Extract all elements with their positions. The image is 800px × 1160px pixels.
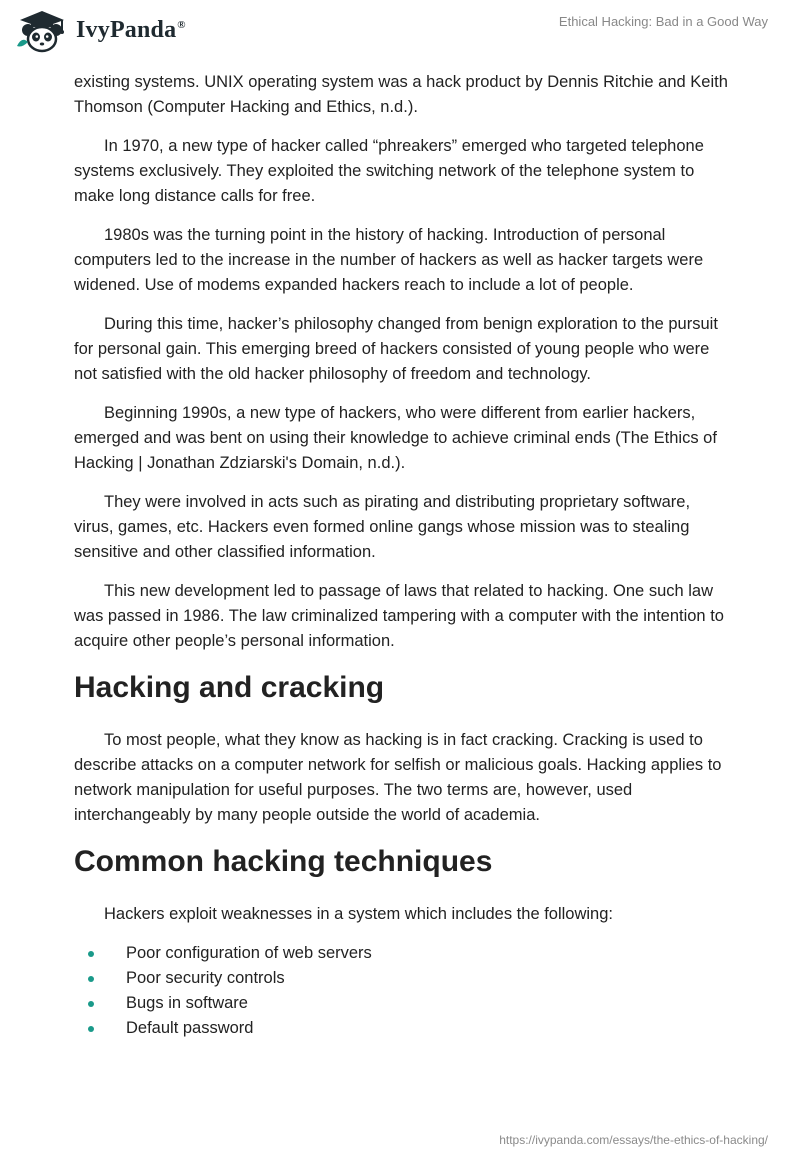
bullet-icon xyxy=(88,951,94,957)
list-item: Default password xyxy=(74,1016,730,1041)
brand-name: IvyPanda® xyxy=(76,16,186,43)
ivypanda-logo[interactable] xyxy=(14,6,186,54)
list-item: Poor security controls xyxy=(74,966,730,991)
paragraph: Beginning 1990s, a new type of hackers, who were different from earlier hackers, emerged and was bent on using their knowledge to achieve criminal ends (The Ethics of Hacking | Jonathan Zdziarski's Domain, n.d.). xyxy=(74,404,717,472)
paragraph: This new development led to passage of laws that related to hacking. One such law was passed in 1986. The law criminalized tampering with a computer with the intention to acquire other people’s personal information. xyxy=(74,582,724,650)
bullet-icon xyxy=(88,1001,94,1007)
list-item: Poor configuration of web servers xyxy=(74,941,730,966)
paragraph: existing systems. UNIX operating system was a hack product by Dennis Ritchie and Keith Thomson (Computer Hacking and Ethics, n.d.). xyxy=(74,73,728,116)
paragraph: During this time, hacker’s philosophy changed from benign exploration to the pursuit for personal gain. This emerging breed of hackers consisted of young people who were not satisfied with the old hacker philosophy of freedom and technology. xyxy=(74,315,718,383)
bullet-icon xyxy=(88,1026,94,1032)
section-heading-hacking-cracking: Hacking and cracking xyxy=(74,671,385,704)
paragraph: In 1970, a new type of hacker called “phreakers” emerged who targeted telephone systems exclusively. They exploited the switching network of the telephone system to make long distance calls for free. xyxy=(74,137,704,205)
paragraph: 1980s was the turning point in the history of hacking. Introduction of personal computers led to the increase in the number of hackers as well as hacker targets were widened. Use of modems expanded hackers reach to include a lot of people. xyxy=(74,226,704,294)
bullet-icon xyxy=(88,976,94,982)
paragraph: They were involved in acts such as pirating and distributing proprietary software, virus, games, etc. Hackers even formed online gangs whose mission was to stealing sensitive and other classified information. xyxy=(74,493,691,561)
panda-logo-icon xyxy=(14,6,70,54)
source-url-link[interactable]: https://ivypanda.com/essays/the-ethics-of-hacking/ xyxy=(499,1133,768,1147)
techniques-list xyxy=(74,941,730,1041)
article-body xyxy=(74,70,730,1041)
paragraph: Hackers exploit weaknesses in a system which includes the following: xyxy=(104,905,613,923)
page-header xyxy=(0,0,800,70)
section-heading-techniques: Common hacking techniques xyxy=(74,845,493,878)
paragraph: To most people, what they know as hacking is in fact cracking. Cracking is used to describe attacks on a computer network for selfish or malicious goals. Hacking applies to network manipulation for useful purposes. The two terms are, however, used interchangeably by many people outside the world of academia. xyxy=(74,731,722,824)
list-item: Bugs in software xyxy=(74,991,730,1016)
document-title: Ethical Hacking: Bad in a Good Way xyxy=(558,14,768,29)
